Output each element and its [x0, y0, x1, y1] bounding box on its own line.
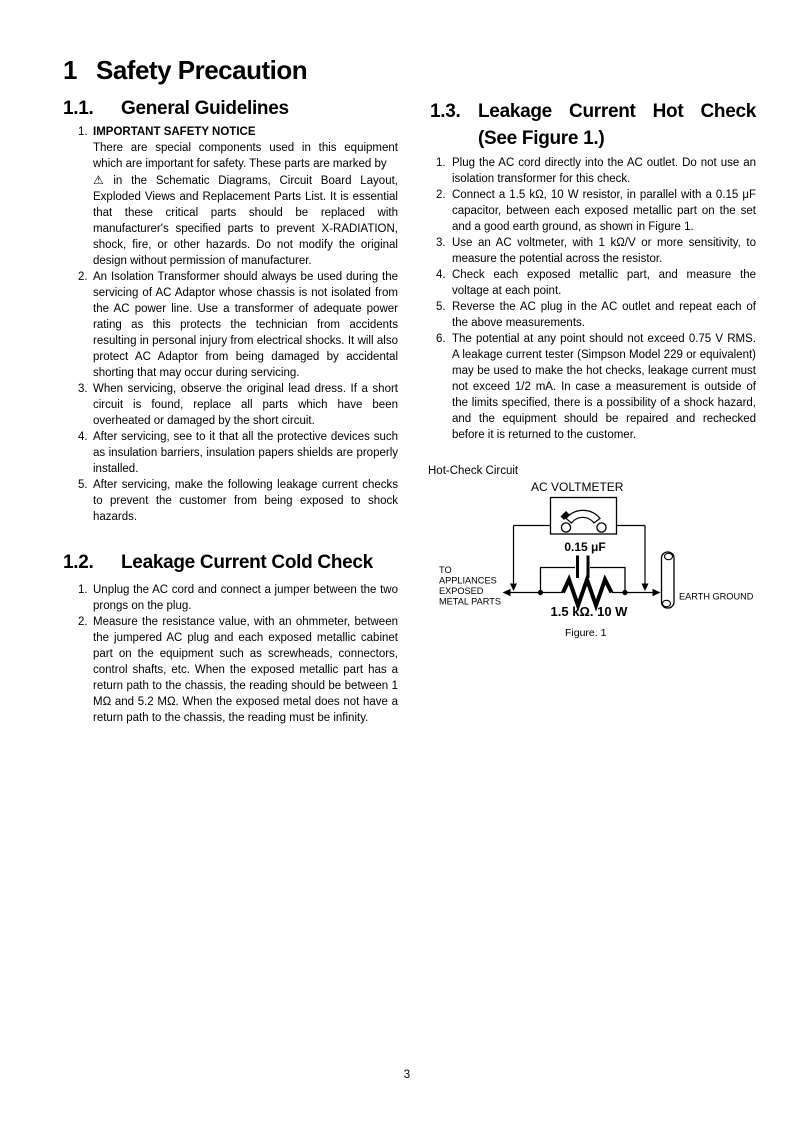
voltmeter-label: AC VOLTMETER — [531, 480, 624, 494]
list-item-text: Measure the resistance value, with an ohmmeter, between the jumpered AC plug and each exposed metallic cabinet part on the equipment such as screwheads, connectors, control shafts, etc. When the exposed metallic part has a return path to the chassis, the reading should be between 1 MΩ and 5.2 MΩ. When the exposed metal does not have a return path to the chassis, the reading must be infinity. — [93, 616, 398, 724]
page-number: 3 — [403, 1069, 411, 1081]
list-item-text: After servicing, see to it that all the protective devices such as insulation barriers, insulation papers shields are properly installed. — [93, 431, 398, 475]
list-item-number: 5. — [436, 301, 446, 313]
section-heading-1-1 — [63, 97, 398, 120]
list-item — [63, 429, 398, 477]
appliances-label-line: TO — [439, 565, 452, 575]
junction-dot-icon — [622, 590, 627, 595]
left-arrow-icon — [503, 589, 511, 596]
list-item-number: 2. — [78, 616, 88, 628]
list-item — [430, 331, 756, 443]
list-item — [63, 124, 398, 269]
list-item-number: 6. — [436, 333, 446, 345]
list-item — [63, 381, 398, 429]
list-item-number: 1. — [78, 584, 88, 596]
list-item-text: Reverse the AC plug in the AC outlet and repeat each of the above measurements. — [452, 301, 756, 329]
section-heading-1-2 — [63, 551, 398, 574]
safety-notice-paragraph-1: There are special components used in this equipment which are important for safety. These parts are marked by — [93, 142, 398, 170]
list-item-number: 2. — [436, 189, 446, 201]
list-item-number: 5. — [78, 479, 88, 491]
section-heading-text: Leakage Current Cold Check — [121, 552, 373, 573]
section-heading-line2: (See Figure 1.) — [478, 128, 605, 149]
section-number: 1.1. — [63, 98, 94, 119]
figure-title: Hot-Check Circuit — [428, 465, 519, 477]
earth-ground-icon — [662, 552, 675, 608]
list-item — [63, 582, 398, 614]
voltmeter-icon — [551, 498, 617, 535]
list-item — [430, 155, 756, 187]
down-arrow-icon — [642, 584, 649, 592]
list-item-number: 3. — [78, 383, 88, 395]
list-item — [63, 269, 398, 381]
list-item-number: 1. — [436, 157, 446, 169]
list-item — [63, 477, 398, 525]
safety-notice-paragraph-2 — [93, 172, 398, 269]
page-title-number: 1 — [63, 55, 77, 85]
earth-ground-label: EARTH GROUND — [679, 591, 754, 602]
list-item-text: Use an AC voltmeter, with 1 kΩ/V or more sensitivity, to measure the potential across the resistor. — [452, 237, 756, 265]
meter-terminal-icon — [561, 523, 570, 532]
appliances-label-line: METAL PARTS — [439, 596, 501, 607]
meter-terminal-icon — [597, 523, 606, 532]
safety-notice-paragraph-2-text: in the Schematic Diagrams, Circuit Board Layout, Exploded Views and Replacement Parts List. It is essential that these critical parts should be replaced with manufacturer's specified parts to prevent X-RADIATION, shock, fire, or other hazards. Do not modify the original design without permission of manufacturer. — [93, 175, 398, 267]
list-item — [63, 614, 398, 726]
hot-check-circuit-figure — [420, 455, 780, 650]
right-arrow-icon — [653, 589, 661, 596]
list-item — [430, 235, 756, 267]
capacitor-value-label: 0.15 μF — [564, 540, 606, 554]
warning-triangle-icon: ⚠ — [93, 173, 110, 187]
section-heading-text: General Guidelines — [121, 98, 289, 119]
list-item — [430, 187, 756, 235]
right-column — [430, 98, 756, 650]
list-item-text: Plug the AC cord directly into the AC outlet. Do not use an isolation transformer for this check. — [452, 157, 756, 185]
list-item-text — [93, 124, 398, 269]
down-arrow-icon — [510, 584, 517, 592]
list-item — [430, 299, 756, 331]
left-column — [63, 97, 398, 726]
list-item-number: 3. — [436, 237, 446, 249]
page-title-text: Safety Precaution — [96, 55, 308, 85]
section-heading-text — [478, 98, 756, 152]
section-number: 1.3. — [430, 101, 461, 122]
important-safety-notice-heading: IMPORTANT SAFETY NOTICE — [93, 126, 256, 138]
appliances-label-line: EXPOSED — [439, 586, 484, 596]
list-item-text: Unplug the AC cord and connect a jumper between the two prongs on the plug. — [93, 584, 398, 612]
list-item-text: Check each exposed metallic part, and measure the voltage at each point. — [452, 269, 756, 297]
list-item — [430, 267, 756, 299]
resistor-value-label: 1.5 kΩ. 10 W — [550, 604, 628, 619]
list-item-number: 4. — [78, 431, 88, 443]
junction-dot-icon — [538, 590, 543, 595]
section-heading-1-3 — [430, 98, 756, 152]
list-item-number: 2. — [78, 271, 88, 283]
list-item-text: The potential at any point should not exceed 0.75 V RMS. A leakage current tester (Simpson Model 229 or equivalent) may be used to make the hot checks, leakage current must not exceed 1/2 mA. In case a measurement is outside of the limits specified, there is a possibility of a shock hazard, and the equipment should be repaired and rechecked before it is returned to the customer. — [452, 333, 756, 441]
capacitor-icon — [578, 556, 589, 579]
list-item-number: 1. — [78, 126, 88, 138]
appliances-label — [439, 565, 501, 607]
page-title — [63, 56, 307, 84]
figure-caption: Figure. 1 — [565, 627, 607, 639]
list-item-number: 4. — [436, 269, 446, 281]
resistor-icon — [563, 580, 612, 606]
list-item-text: An Isolation Transformer should always be used during the servicing of AC Adaptor whose chassis is not isolated from the AC power line. Use a transformer of adequate power rating as this protects the technician from accidents resulting in personal injury from electrical shocks. It will also protect AC Adaptor from being damaged by accidental shorting that may occur during servicing. — [93, 271, 398, 379]
list-item-text: When servicing, observe the original lead dress. If a short circuit is found, replace all parts which have been overheated or damaged by the short circuit. — [93, 383, 398, 427]
appliances-label-line: APPLIANCES — [439, 575, 497, 586]
section-heading-line1: Leakage Current Hot Check — [478, 101, 756, 122]
list-item-text: Connect a 1.5 kΩ, 10 W resistor, in parallel with a 0.15 μF capacitor, between each exposed metallic part on the set and a good earth ground, as shown in Figure 1. — [452, 189, 756, 233]
list-item-text: After servicing, make the following leakage current checks to prevent the customer from being exposed to shock hazards. — [93, 479, 398, 523]
section-number: 1.2. — [63, 552, 94, 573]
